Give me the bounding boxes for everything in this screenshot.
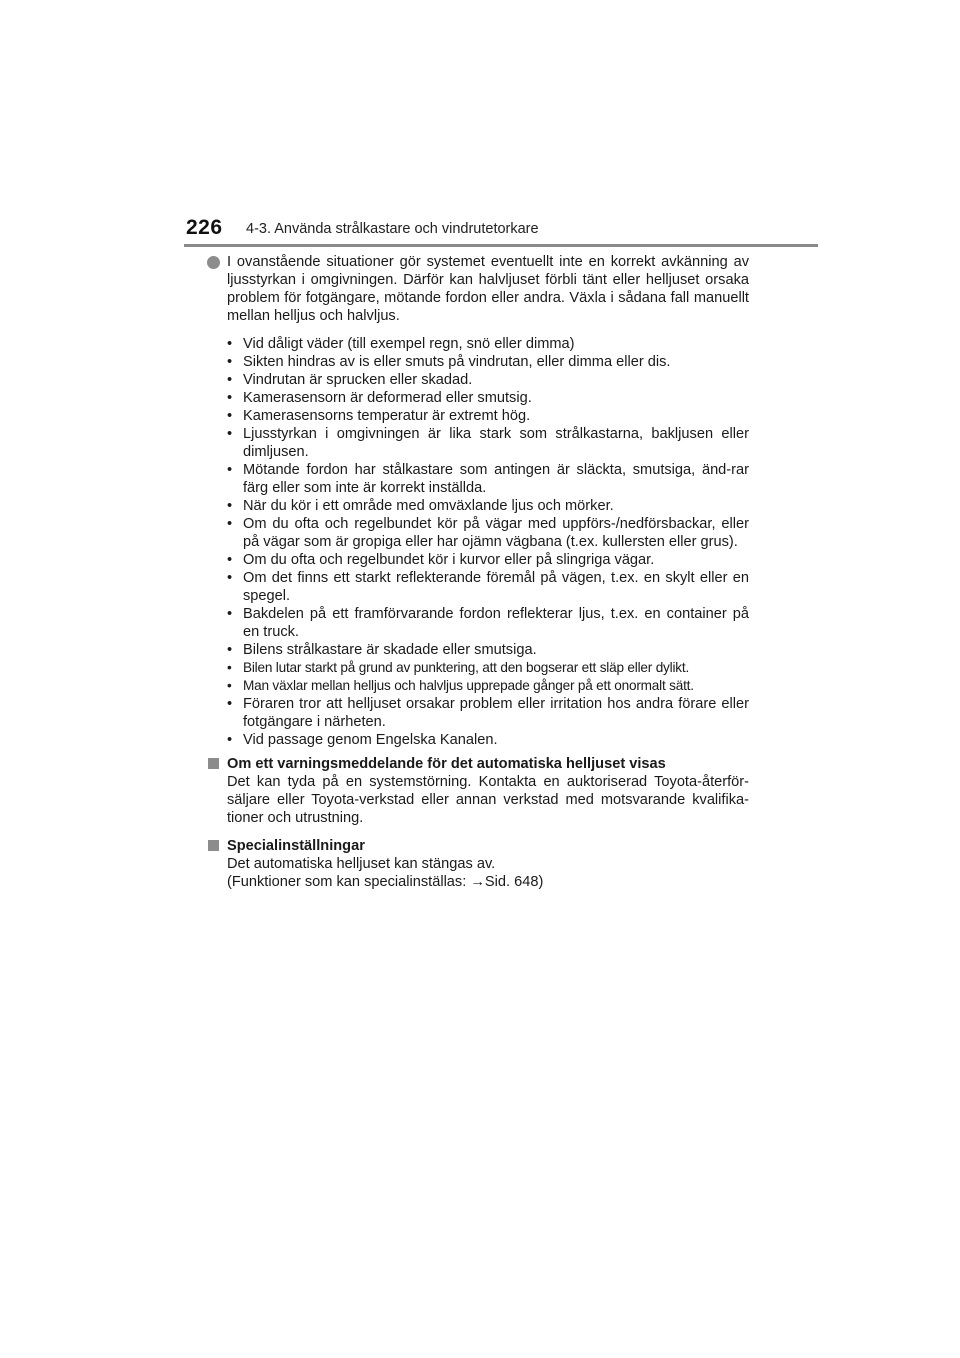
custom-settings-reference: (Funktioner som kan specialinställas: →Sid. 648) (227, 874, 544, 890)
bullet-icon: • (227, 696, 233, 712)
page-number: 226 (186, 216, 223, 239)
list-item: • Om du ofta och regelbundet kör på vägar med uppförs-/nedförsbackar, eller på vägar som är gropiga eller har ojämn vägbana (t.ex. kullersten eller grus). (227, 516, 749, 550)
list-item: • Vid dåligt väder (till exempel regn, snö eller dimma) (227, 336, 575, 352)
bullet-icon: • (227, 462, 233, 478)
bullet-icon: • (227, 678, 232, 693)
bullet-icon: • (227, 372, 233, 388)
list-item: • Man växlar mellan helljus och halvljus upprepade gånger på ett onormalt sätt. (227, 678, 694, 693)
bullet-icon: • (227, 642, 233, 658)
list-item: • Om du ofta och regelbundet kör i kurvor eller på slingriga vägar. (227, 552, 655, 568)
bullet-icon: • (227, 390, 233, 406)
list-item: • Om det finns ett starkt reflekterande föremål på vägen, t.ex. en skylt eller en spegel. (227, 570, 749, 604)
warning-body: Det kan tyda på en systemstörning. Kontakta en auktoriserad Toyota-återför-säljare eller Toyota-verkstad eller annan verkstad med motsvarande kvalifika-tioner och utrustning. (227, 774, 749, 826)
bullet-icon: • (227, 426, 233, 442)
conditions-list (207, 335, 749, 749)
bullet-icon: • (227, 354, 233, 370)
list-item: • Vindrutan är sprucken eller skadad. (227, 372, 473, 388)
main-content (207, 253, 749, 901)
bullet-icon: • (227, 498, 233, 514)
square-bullet-icon (208, 758, 219, 769)
page-header (184, 214, 824, 248)
bullet-icon: • (227, 516, 233, 532)
list-item: • Vid passage genom Engelska Kanalen. (227, 732, 498, 748)
intro-paragraph (207, 253, 749, 325)
list-item: • Mötande fordon har stålkastare som antingen är släckta, smutsiga, änd-rar färg eller som inte är korrekt inställda. (227, 462, 749, 496)
custom-settings-section (207, 837, 749, 891)
custom-settings-line-1: Det automatiska helljuset kan stängas av. (227, 856, 496, 872)
list-item: • Kamerasensorn är deformerad eller smutsig. (227, 390, 532, 406)
bullet-icon: • (227, 732, 233, 748)
list-item: • Ljusstyrkan i omgivningen är lika stark som strålkastarna, bakljusen eller dimljusen. (227, 426, 749, 460)
list-item: • Bakdelen på ett framförvarande fordon reflekterar ljus, t.ex. en container på en truck. (227, 606, 749, 640)
warning-message-section (207, 755, 749, 827)
list-item: • Sikten hindras av is eller smuts på vindrutan, eller dimma eller dis. (227, 354, 671, 370)
custom-settings-heading: Specialinställningar (227, 838, 365, 854)
bullet-icon: • (227, 660, 232, 675)
bullet-icon: • (227, 570, 233, 586)
bullet-icon: • (227, 552, 233, 568)
bullet-icon: • (227, 408, 233, 424)
circle-bullet-icon (207, 256, 220, 269)
intro-text: I ovanstående situationer gör systemet eventuellt inte en korrekt avkänning av ljusstyrkan i omgivningen. Därför kan halvljuset förbli tänt eller helljuset orsaka problem för fotgängare, mötande fordon eller andra. Växla i sådana fall manuellt mellan helljus och halvljus. (227, 254, 749, 324)
list-item: • Föraren tror att helljuset orsakar problem eller irritation hos andra förare eller fotgängare i närheten. (227, 696, 749, 730)
header-divider (184, 244, 818, 247)
section-title: 4-3. Använda strålkastare och vindrutetorkare (246, 221, 539, 237)
list-item: • Bilens strålkastare är skadade eller smutsiga. (227, 642, 537, 658)
list-item: • När du kör i ett område med omväxlande ljus och mörker. (227, 498, 614, 514)
list-item: • Kamerasensorns temperatur är extremt hög. (227, 408, 531, 424)
square-bullet-icon (208, 840, 219, 851)
bullet-icon: • (227, 606, 233, 622)
bullet-icon: • (227, 336, 233, 352)
warning-heading: Om ett varningsmeddelande för det automatiska helljuset visas (227, 756, 666, 772)
list-item: • Bilen lutar starkt på grund av punktering, att den bogserar ett släp eller dylikt. (227, 660, 690, 675)
